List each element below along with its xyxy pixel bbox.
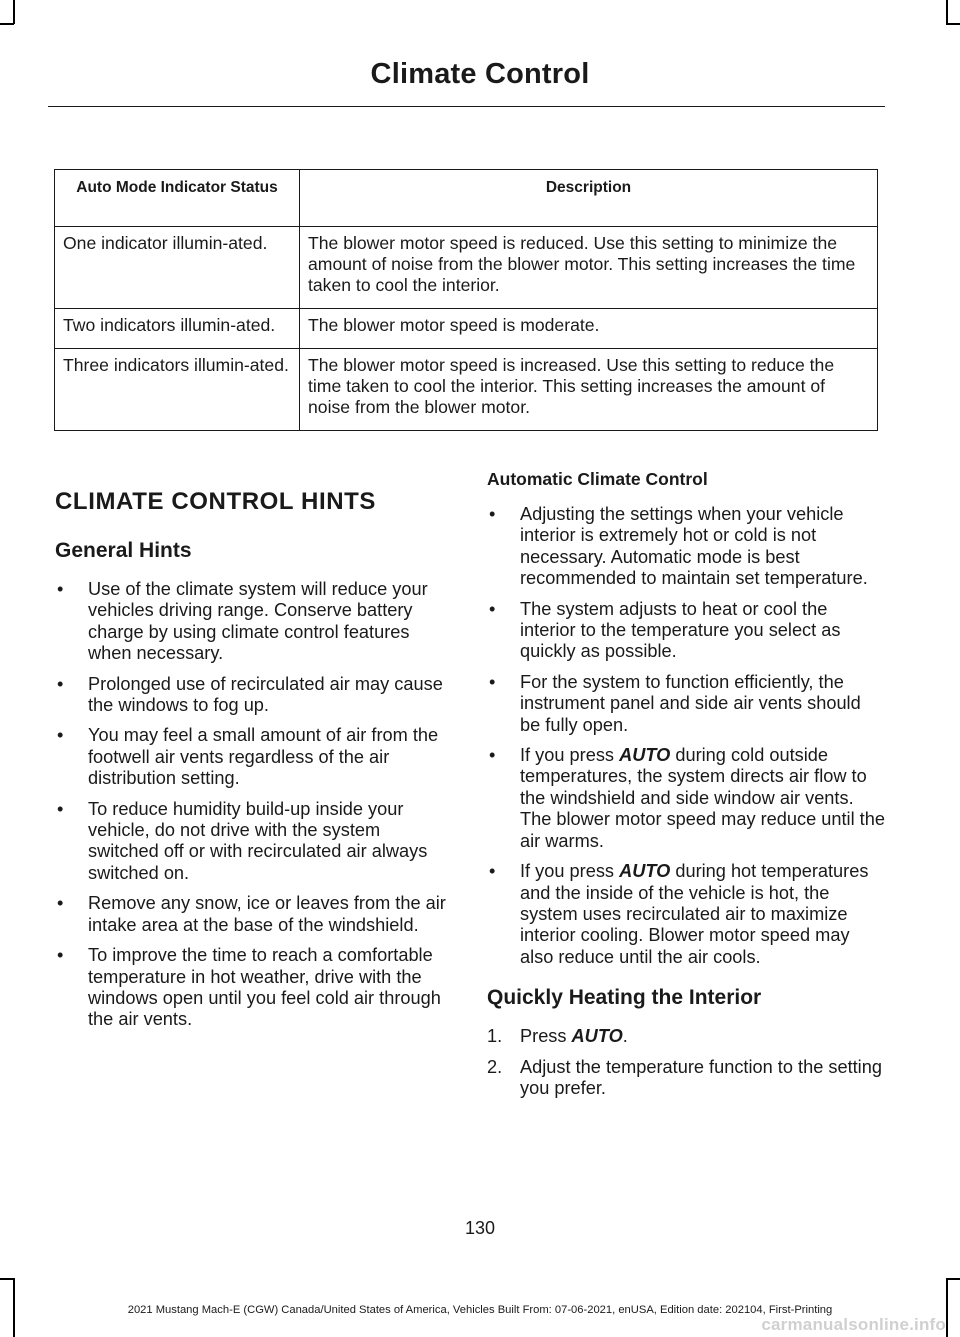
table-header-row xyxy=(55,170,878,227)
bullet-icon: • xyxy=(489,504,496,524)
left-column xyxy=(55,486,453,1047)
bullet-icon: • xyxy=(57,893,64,914)
table-cell-indicator-status: Three indicators illumin-ated. xyxy=(55,349,300,431)
list-item-text: To improve the time to reach a comfortable temperature in hot weather, drive with the windows open until you feel cold air through the air vents. xyxy=(88,945,441,1030)
table-row xyxy=(55,309,878,349)
list-item-text: during cold outside temperatures, the system directs air flow to the windshield and side window air vents. The blower motor speed may reduce until the air warms. xyxy=(520,745,885,851)
list-item xyxy=(487,504,885,590)
bullet-icon: • xyxy=(57,798,64,819)
table-cell-indicator-status: One indicator illumin-ated. xyxy=(55,227,300,309)
crop-mark-top-left-horizontal xyxy=(0,23,14,25)
general-hints-title: General Hints xyxy=(55,539,192,562)
list-item xyxy=(55,799,453,885)
automatic-climate-control-list xyxy=(487,504,885,968)
table-row xyxy=(55,349,878,431)
list-item-text: Adjusting the settings when your vehicle interior is extremely hot or cold is not necessary. Automatic mode is best recommended to maintain set temperature. xyxy=(520,504,868,589)
list-item xyxy=(487,745,885,852)
header-divider xyxy=(48,106,885,107)
auto-keyword: AUTO xyxy=(619,745,671,766)
step-text: . xyxy=(622,1026,628,1047)
table-cell-indicator-status: Two indicators illumin-ated. xyxy=(55,309,300,349)
quickly-heating-steps xyxy=(487,1026,885,1099)
list-item-text: You may feel a small amount of air from the footwell air vents regardless of the air distribution setting. xyxy=(88,725,439,789)
list-item-text: during hot temperatures and the inside of the vehicle is hot, the system uses recirculated air to maximize interior cooling. Blower motor speed may also reduce until the air cools. xyxy=(520,861,869,967)
crop-mark-bottom-left-horizontal xyxy=(0,1278,14,1280)
crop-mark-bottom-right-horizontal xyxy=(946,1278,960,1280)
automatic-climate-control-title: Automatic Climate Control xyxy=(487,469,708,489)
auto-keyword: AUTO xyxy=(571,1026,623,1047)
bullet-icon: • xyxy=(57,673,64,694)
list-item xyxy=(487,861,885,968)
table-cell-description: The blower motor speed is increased. Use this setting to reduce the time taken to cool the interior. This setting increases the amount of noise from the blower motor. xyxy=(300,349,878,431)
bullet-icon: • xyxy=(489,745,496,766)
list-item-text: Remove any snow, ice or leaves from the air intake area at the base of the windshield. xyxy=(88,893,446,935)
list-item-text: If you press xyxy=(520,745,620,766)
quickly-heating-title: Quickly Heating the Interior xyxy=(487,986,762,1010)
list-item-text: The system adjusts to heat or cool the interior to the temperature you select as quickly as possible. xyxy=(520,598,841,662)
list-item-text: If you press xyxy=(520,861,620,882)
list-item xyxy=(55,674,453,717)
bullet-icon: • xyxy=(57,579,64,599)
step-number: 1. xyxy=(487,1026,503,1047)
table-header-indicator-status: Auto Mode Indicator Status xyxy=(55,170,300,227)
bullet-icon: • xyxy=(489,671,496,692)
list-item-text: Prolonged use of recirculated air may cause the windows to fog up. xyxy=(88,673,443,716)
auto-keyword: AUTO xyxy=(619,861,671,882)
right-column xyxy=(487,466,885,1108)
bullet-icon: • xyxy=(489,598,496,619)
auto-mode-indicator-table xyxy=(54,169,878,431)
step-item xyxy=(487,1026,885,1047)
table-cell-description: The blower motor speed is reduced. Use this setting to minimize the amount of noise from the blower motor. This setting increases the time taken to cool the interior. xyxy=(300,227,878,309)
step-item xyxy=(487,1057,885,1100)
bullet-icon: • xyxy=(57,725,64,746)
page-title: Climate Control xyxy=(370,58,590,90)
watermark: carmanualsonline.info xyxy=(761,1315,946,1334)
bullet-icon: • xyxy=(489,861,496,882)
step-text: Adjust the temperature function to the setting you prefer. xyxy=(520,1056,882,1098)
list-item xyxy=(487,599,885,663)
page-number: 130 xyxy=(464,1218,496,1238)
step-number: 2. xyxy=(487,1056,503,1077)
list-item xyxy=(55,945,453,1031)
list-item xyxy=(55,725,453,789)
table-cell-description: The blower motor speed is moderate. xyxy=(300,309,878,349)
bullet-icon: • xyxy=(57,945,64,966)
list-item-text: Use of the climate system will reduce your vehicles driving range. Conserve battery charge by using climate control features when necessary. xyxy=(88,579,428,664)
list-item-text: To reduce humidity build-up inside your vehicle, do not drive with the system switched off or with recirculated air always switched on. xyxy=(88,798,428,883)
section-title: CLIMATE CONTROL HINTS xyxy=(55,488,377,515)
table-header-description: Description xyxy=(300,170,878,227)
step-text: Press xyxy=(520,1026,572,1047)
table-row xyxy=(55,227,878,309)
crop-mark-top-left-vertical xyxy=(13,0,15,24)
crop-mark-top-right-vertical xyxy=(946,0,948,24)
list-item xyxy=(487,672,885,736)
list-item xyxy=(55,579,453,665)
general-hints-list xyxy=(55,579,453,1031)
crop-mark-top-right-horizontal xyxy=(946,23,960,25)
footer-edition-text: 2021 Mustang Mach-E (CGW) Canada/United States of America, Vehicles Built From: 07-06-2021, enUSA, Edition date: 202104, First-Printing xyxy=(127,1304,833,1316)
list-item xyxy=(55,893,453,936)
list-item-text: For the system to function efficiently, the instrument panel and side air vents should be fully open. xyxy=(520,671,861,735)
